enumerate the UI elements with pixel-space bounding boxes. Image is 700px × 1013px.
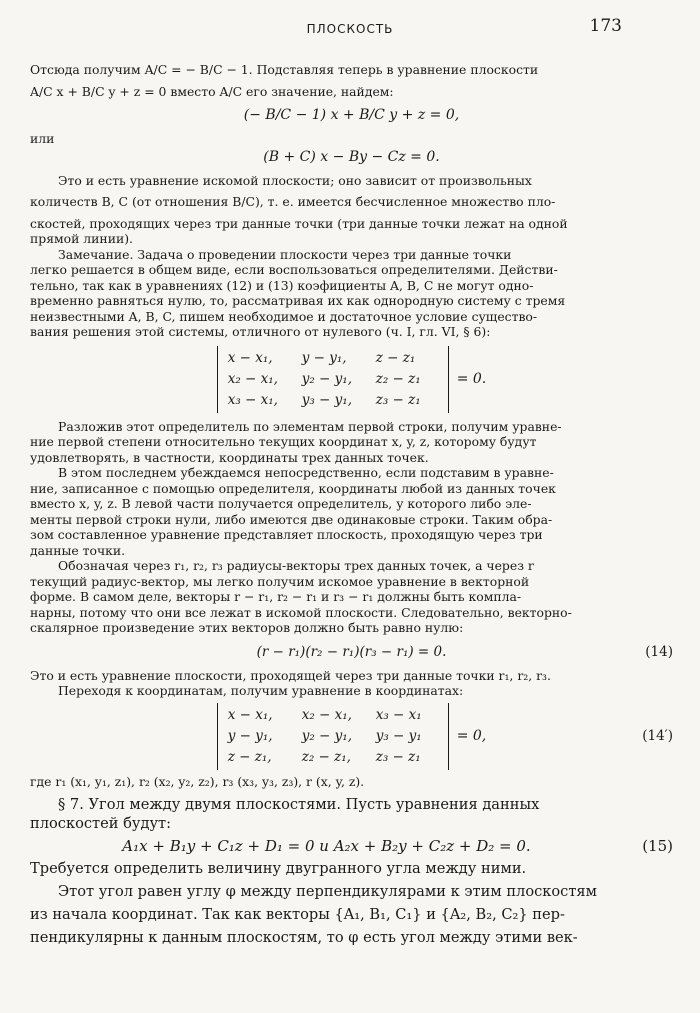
determinant-row	[228, 369, 438, 390]
determinant-cell: z₂ − z₁,	[301, 748, 351, 765]
determinant-cell: z − z₁	[375, 349, 416, 366]
equation-formula: A₁x + B₁y + C₁z + D₁ = 0 и A₂x + B₂y + C₂z + D₂ = 0.	[122, 837, 531, 855]
determinant-cell: z₃ − z₁	[375, 748, 421, 765]
equation-number: (15)	[642, 837, 673, 855]
text-line: вания решения этой системы, отличного от нулевого (ч. I, гл. VI, § 6):	[30, 324, 491, 339]
determinant-cell: z − z₁,	[227, 748, 272, 765]
text-line: временно равняться нулю, то, рассматривая их как однородную систему с тремя	[30, 293, 566, 308]
determinant-cell: y − y₁,	[227, 727, 273, 744]
determinant	[217, 346, 449, 413]
text-line: Разложив этот определитель по элементам первой строки, получим уравне-	[58, 418, 562, 434]
text-line: ние, записанное с помощью определителя, координаты любой из данных точек	[30, 480, 556, 496]
page-number: 173	[589, 16, 622, 36]
equation: (B + C) x − By − Cz = 0.	[263, 148, 440, 165]
equation-14	[30, 644, 673, 660]
determinant-cell: x₂ − x₁,	[301, 706, 352, 723]
determinant-row	[228, 705, 438, 726]
text-line: пендикулярны к данным плоскостям, то φ есть угол между этими век-	[30, 929, 578, 946]
determinant-cell: x₂ − x₁,	[227, 370, 278, 387]
text-line: Обозначая через r₁, r₂, r₃ радиусы-векторы трех данных точек, а через r	[58, 558, 534, 573]
determinant-cell: z₂ − z₁	[375, 370, 421, 387]
text-line: Переходя к координатам, получим уравнение в координатах:	[58, 683, 464, 698]
text-line: Это и есть уравнение плоскости, проходящей через три данные точки r₁, r₂, r₃.	[30, 667, 551, 683]
text-line: скостей, проходящих через три данные точки (три данные точки лежат на одной	[30, 215, 568, 231]
text-line: из начала координат. Так как векторы {A₁, B₁, C₁} и {A₂, B₂, C₂} пер-	[30, 906, 565, 923]
text-line: прямой линии).	[30, 231, 133, 246]
determinant-cell: x − x₁,	[227, 349, 273, 366]
text-line: Требуется определить величину двугранного угла между ними.	[30, 860, 527, 877]
determinant-equation	[100, 703, 603, 770]
text-line: вместо x, y, z. В левой части получается определитель, у которого либо эле-	[30, 496, 532, 511]
equation-formula: (r − r₁)(r₂ − r₁)(r₃ − r₁) = 0.	[256, 643, 447, 660]
equation: (− B/C − 1) x + B/C y + z = 0,	[243, 107, 460, 123]
determinant-row	[228, 348, 438, 369]
determinant-cell: x₃ − x₁,	[227, 391, 278, 408]
equation-15	[30, 837, 673, 855]
text-line: ние первой степени относительно текущих координат x, y, z, которому будут	[30, 434, 537, 449]
text-line: скалярное произведение этих векторов должно быть равно нулю:	[30, 620, 464, 635]
determinant-cell: y₂ − y₁,	[301, 727, 352, 744]
text-line: плоскостей будут:	[30, 815, 172, 832]
equation-14-prime	[30, 703, 673, 770]
determinant-cell: x − x₁,	[227, 706, 273, 723]
section-heading: § 7. Угол между двумя плоскостями. Пусть уравнения данных	[58, 796, 540, 813]
determinant-rhs: = 0,	[456, 728, 487, 744]
text-line: где r₁ (x₁, y₁, z₁), r₂ (x₂, y₂, z₂), r₃ (x₃, y₃, z₃), r (x, y, z).	[30, 773, 365, 789]
determinant-row	[228, 390, 438, 411]
determinant-rhs: = 0.	[456, 371, 487, 387]
text-line: тельно, так как в уравнениях (12) и (13) коэфициенты A, B, C не могут одно-	[30, 277, 534, 293]
text-line: зом составленное уравнение представляет плоскость, проходящую через три	[30, 527, 543, 542]
text-line: или	[30, 131, 55, 146]
text-line: удовлетворять, в частности, координаты трех данных точек.	[30, 449, 429, 465]
text-line: данные точки.	[30, 542, 126, 558]
determinant-cell: y₂ − y₁,	[301, 370, 352, 387]
determinant-cell: x₃ − x₁	[375, 706, 422, 723]
text-line: В этом последнем убеждаемся непосредственно, если подставим в уравне-	[58, 465, 554, 480]
determinant-cell: y − y₁,	[301, 349, 347, 366]
page-body	[30, 62, 673, 947]
text-line: количеств B, C (от отношения B/C), т. е. имеется бесчисленное множество пло-	[30, 194, 556, 209]
text-line: Этот угол равен углу φ между перпендикулярами к этим плоскостям	[58, 883, 597, 900]
determinant-cell: y₃ − y₁,	[301, 391, 352, 408]
determinant	[217, 703, 449, 770]
determinant-equation	[30, 346, 673, 413]
determinant-row	[228, 726, 438, 747]
text-line: нарны, потому что они все лежат в искомой плоскости. Следовательно, векторно-	[30, 604, 572, 620]
text-line: Отсюда получим A/C = − B/C − 1. Подставляя теперь в уравнение плоскости	[30, 62, 539, 77]
text-line: Замечание. Задача о проведении плоскости через три данные точки	[58, 246, 512, 262]
equation-number: (14)	[645, 643, 673, 660]
text-line: менты первой строки нули, либо имеются две одинаковые строки. Таким обра-	[30, 511, 553, 527]
text-line: неизвестными A, B, C, пишем необходимое и достаточное условие существо-	[30, 308, 538, 324]
running-head: ПЛОСКОСТЬ	[306, 22, 394, 36]
text-line: форме. В самом деле, векторы r − r₁, r₂ − r₁ и r₃ − r₁ должны быть компла-	[30, 589, 522, 604]
text-line: Это и есть уравнение искомой плоскости; оно зависит от произвольных	[58, 172, 532, 188]
text-line: A/C x + B/C y + z = 0 вместо A/C его значение, найдем:	[30, 83, 394, 99]
determinant-cell: z₃ − z₁	[375, 391, 421, 408]
text-line: легко решается в общем виде, если воспользоваться определителями. Действи-	[30, 262, 558, 277]
page-header	[0, 14, 700, 38]
equation-number: (14′)	[642, 728, 673, 744]
text-line: текущий радиус-вектор, мы легко получим искомое уравнение в векторной	[30, 573, 530, 589]
determinant-cell: y₃ − y₁	[375, 727, 422, 744]
determinant-row	[228, 747, 438, 768]
